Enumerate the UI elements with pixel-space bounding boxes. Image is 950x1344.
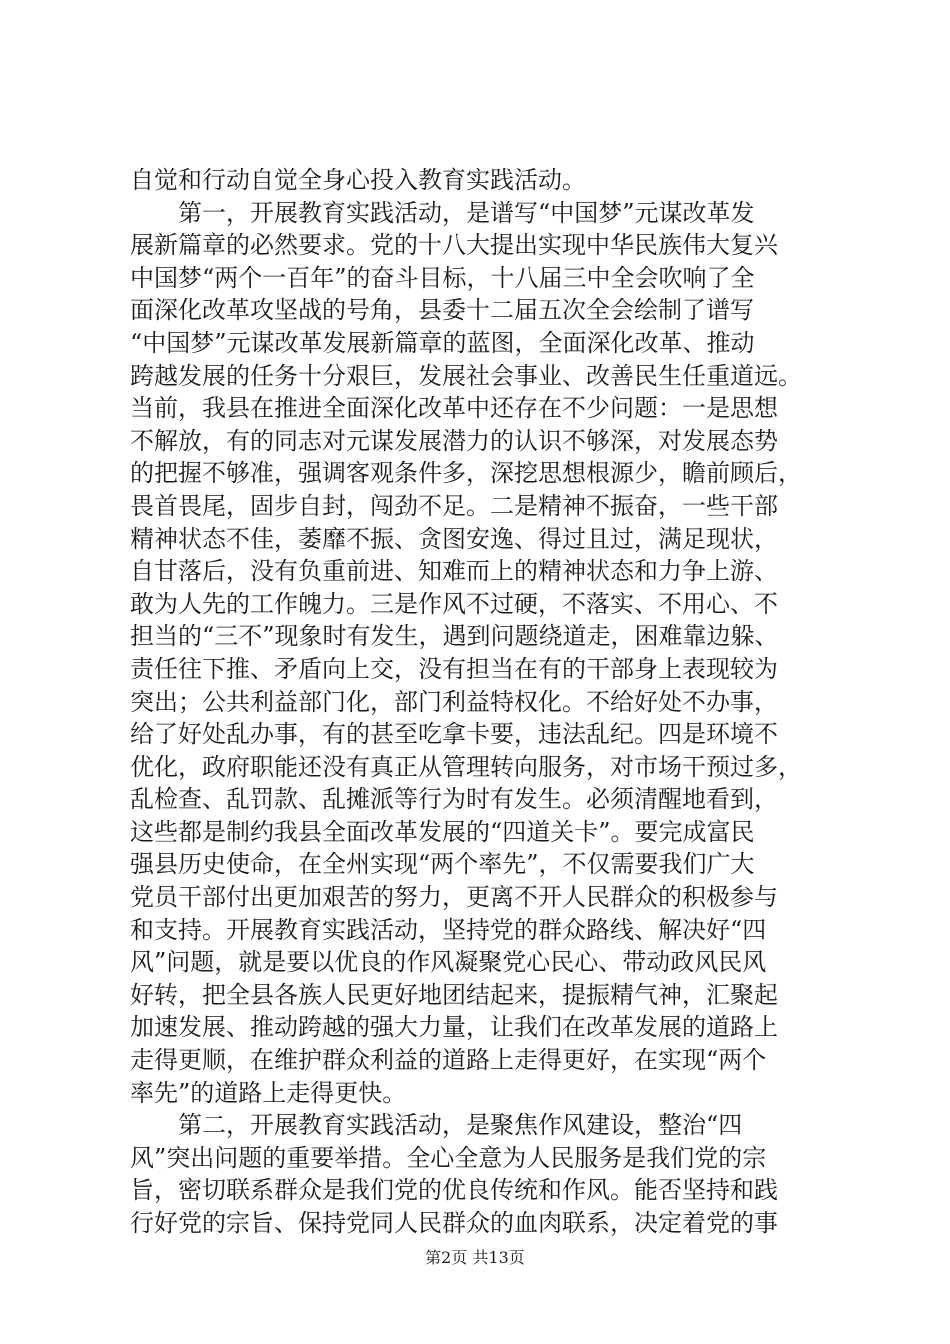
paragraph-first-line: 第一，开展教育实践活动，是谱写“中国梦”元谋改革发 — [130, 198, 755, 227]
text-line: 敢为人先的工作魄力。三是作风不过硬，不落实、不用心、不 — [130, 589, 778, 618]
text-line: 的把握不够准，强调客观条件多，深挖思想根源少，瞻前顾后， — [130, 459, 802, 488]
text-line: 党员干部付出更加艰苦的努力，更离不开人民群众的积极参与 — [130, 883, 778, 912]
text-line: 自甘落后，没有负重前进、知难而上的精神状态和力争上游、 — [130, 557, 778, 586]
text-line: 精神状态不佳，萎靡不振、贪图安逸、得过且过，满足现状， — [130, 524, 778, 553]
text-line: “中国梦”元谋改革发展新篇章的蓝图，全面深化改革、推动 — [130, 328, 755, 357]
paragraph-first-line: 第二，开展教育实践活动，是聚焦作风建设，整治“四 — [130, 1111, 743, 1140]
text-line: 和支持。开展教育实践活动，坚持党的群众路线、解决好“四 — [130, 915, 767, 944]
text-line: 担当的“三不”现象时有发生，遇到问题绕道走，困难靠边躲、 — [130, 622, 779, 651]
text-line: 面深化改革攻坚战的号角，县委十二届五次全会绘制了谱写 — [130, 296, 754, 325]
text-line: 中国梦“两个一百年”的奋斗目标，十八届三中全会吹响了全 — [130, 263, 755, 292]
text-line: 突出；公共利益部门化，部门利益特权化。不给好处不办事， — [130, 687, 778, 716]
text-line: 旨，密切联系群众是我们党的优良传统和作风。能否坚持和践 — [130, 1176, 778, 1205]
text-line: 风”突出问题的重要举措。全心全意为人民服务是我们党的宗 — [130, 1143, 767, 1172]
page-footer — [0, 1245, 950, 1268]
text-line: 展新篇章的必然要求。党的十八大提出实现中华民族伟大复兴 — [130, 231, 778, 260]
text-line: 跨越发展的任务十分艰巨，发展社会事业、改善民生任重道远。 — [130, 361, 802, 390]
text-line: 责任往下推、矛盾向上交，没有担当在有的干部身上表现较为 — [130, 654, 778, 683]
text-line: 不解放，有的同志对元谋发展潜力的认识不够深，对发展态势 — [130, 426, 778, 455]
text-line: 自觉和行动自觉全身心投入教育实践活动。 — [130, 166, 586, 194]
text-line: 走得更顺，在维护群众利益的道路上走得更好，在实现“两个 — [130, 1046, 767, 1075]
text-line: 率先”的道路上走得更快。 — [130, 1078, 407, 1107]
document-body — [130, 164, 830, 1240]
text-line: 行好党的宗旨、保持党同人民群众的血肉联系，决定着党的事 — [130, 1209, 778, 1237]
text-line: 优化，政府职能还没有真正从管理转向服务，对市场干预过多， — [130, 752, 802, 781]
text-line: 乱检查、乱罚款、乱摊派等行为时有发生。必须清醒地看到， — [130, 785, 778, 814]
text-line: 好转，把全县各族人民更好地团结起来，提振精气神，汇聚起 — [130, 980, 778, 1009]
text-line: 这些都是制约我县全面改革发展的“四道关卡”。要完成富民 — [130, 817, 755, 846]
text-line: 风”问题，就是要以优良的作风凝聚党心民心、带动政风民风 — [130, 948, 767, 977]
text-line: 强县历史使命，在全州实现“两个率先”，不仅需要我们广大 — [130, 850, 755, 879]
text-line: 畏首畏尾，固步自封，闯劲不足。二是精神不振奋，一些干部 — [130, 491, 778, 520]
text-line: 当前，我县在推进全面深化改革中还存在不少问题：一是思想 — [130, 394, 778, 423]
page-number-label: 第2页 共13页 — [425, 1248, 525, 1267]
text-line: 给了好处乱办事，有的甚至吃拿卡要，违法乱纪。四是环境不 — [130, 720, 778, 749]
text-line: 加速发展、推动跨越的强大力量，让我们在改革发展的道路上 — [130, 1013, 778, 1042]
